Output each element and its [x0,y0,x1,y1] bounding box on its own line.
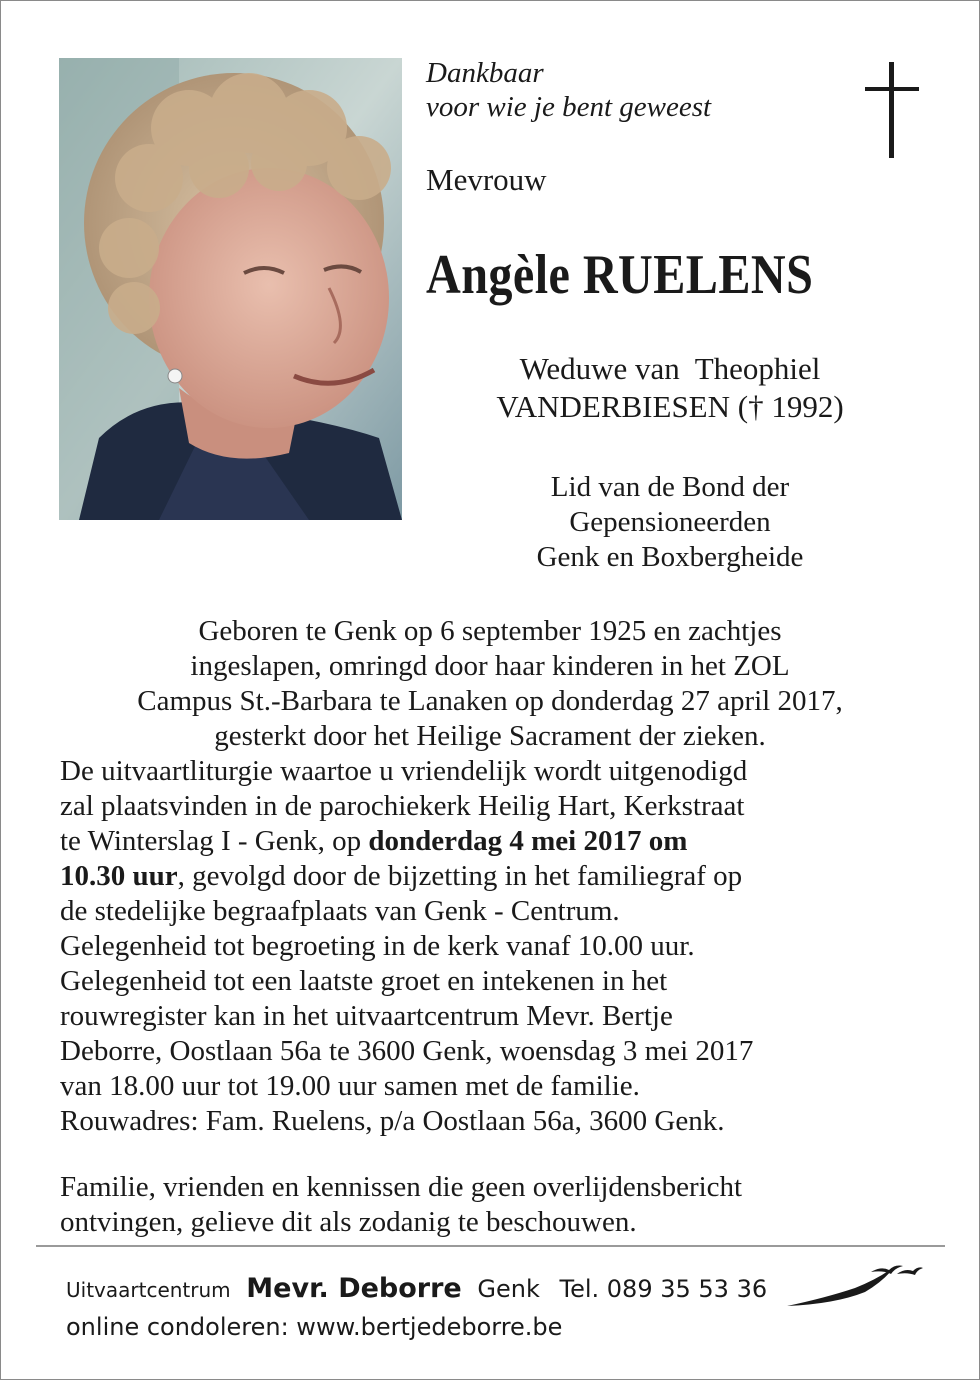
family-line-2: ontvingen, gelieve dit als zodanig te beschouwen. [60,1206,637,1238]
intro-line-1: Dankbaar [426,57,544,89]
family-line-1: Familie, vrienden en kennissen die geen overlijdensbericht [60,1171,743,1203]
birth-line: ingeslapen, omringd door haar kinderen in het ZOL [190,650,790,682]
cross-icon [862,62,922,158]
widow-line-1: Weduwe van Theophiel [519,351,821,386]
service-line: zal plaatsvinden in de parochiekerk Heilig Hart, Kerkstraat [60,790,745,822]
service-line: Rouwadres: Fam. Ruelens, p/a Oostlaan 56a, 3600 Genk. [60,1105,725,1137]
deceased-name: Angèle RUELENS [426,244,814,306]
family-notice [60,1170,940,1240]
condolence-line[interactable]: online condoleren: www.bertjedeborre.be [66,1313,563,1341]
birth-death-info [40,614,940,754]
service-text: te Winterslag I - Genk, op [60,825,369,857]
footer-city: Genk [477,1275,540,1303]
member-line-3: Genk en Boxbergheide [536,541,804,573]
service-line: Gelegenheid tot begroeting in de kerk vanaf 10.00 uur. [60,930,695,962]
service-info [60,754,940,1139]
widow-line-2: VANDERBIESEN († 1992) [496,389,844,424]
footer-brand: Mevr. Deborre [246,1273,462,1304]
service-line: Deborre, Oostlaan 56a te 3600 Genk, woensdag 3 mei 2017 [60,1035,754,1067]
portrait-photo [59,58,402,520]
service-line [60,824,940,859]
service-line: van 18.00 uur tot 19.00 uur samen met de familie. [60,1070,640,1102]
birth-line: Campus St.-Barbara te Lanaken op donderdag 27 april 2017, [137,685,843,717]
footer-phone: Tel. 089 35 53 36 [559,1275,768,1303]
birth-line: Geboren te Genk op 6 september 1925 en zachtjes [198,615,782,647]
service-line [60,859,940,894]
service-text: , gevolgd door de bijzetting in het familiegraf op [177,860,743,892]
service-time: 10.30 uur [60,860,178,892]
salutation: Mevrouw [426,162,547,197]
service-line: de stedelijke begraafplaats van Genk - Centrum. [60,895,620,927]
birds-logo-icon [785,1258,925,1308]
widow-info [420,350,920,426]
membership-info [420,470,920,575]
intro-text [426,56,826,124]
intro-line-2: voor wie je bent geweest [426,91,712,123]
divider [36,1245,945,1247]
service-line: rouwregister kan in het uitvaartcentrum Mevr. Bertje [60,1000,673,1032]
birth-line: gesterkt door het Heilige Sacrament der zieken. [214,720,766,752]
footer-prefix: Uitvaartcentrum [66,1278,231,1302]
service-line: De uitvaartliturgie waartoe u vriendelijk wordt uitgenodigd [60,755,748,787]
service-line: Gelegenheid tot een laatste groet en intekenen in het [60,965,668,997]
member-line-1: Lid van de Bond der [550,471,790,503]
service-date: donderdag 4 mei 2017 om [368,825,688,857]
funeral-home-line [66,1272,767,1307]
member-line-2: Gepensioneerden [569,506,771,538]
